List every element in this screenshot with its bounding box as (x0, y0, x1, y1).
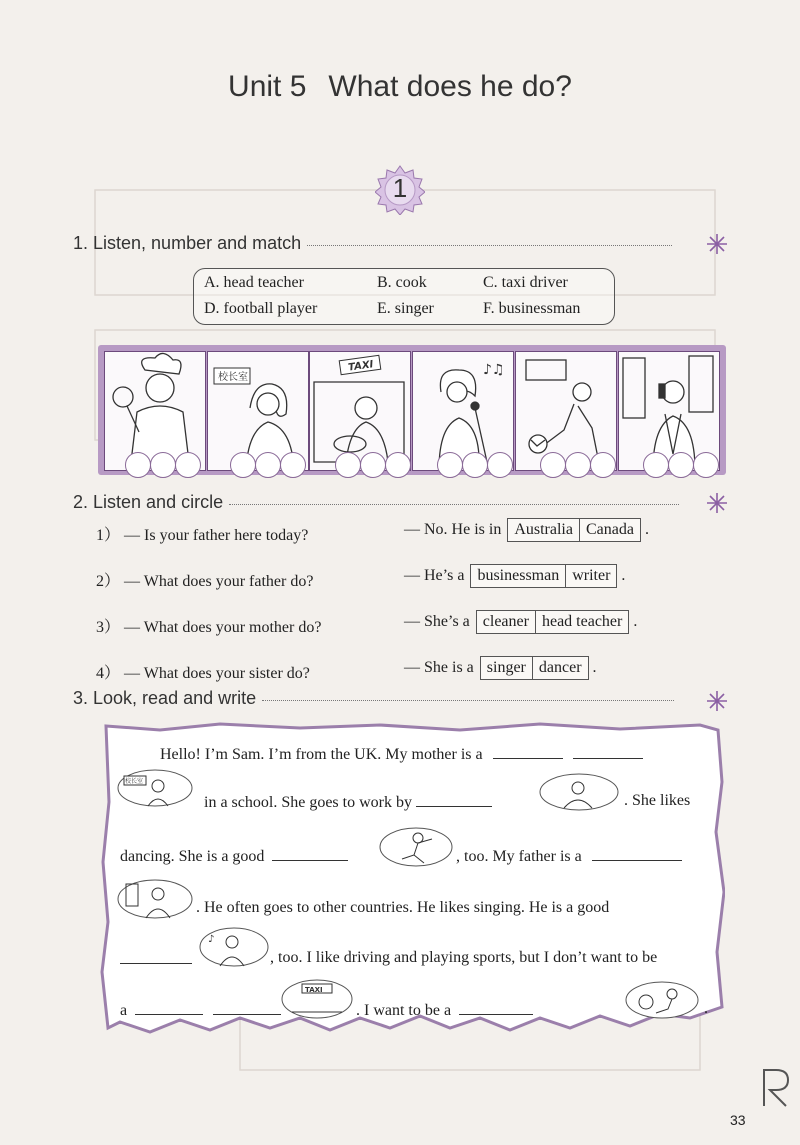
answer-circle[interactable] (150, 452, 176, 478)
answer-prefix: — He’s a (404, 567, 465, 584)
choice-box (476, 610, 630, 634)
section-heading-1 (73, 233, 672, 254)
passage-text: , too. My father is a (456, 848, 582, 865)
passage-line-5 (120, 949, 192, 969)
option-d: D. football player (204, 300, 318, 317)
answer-circle[interactable] (175, 452, 201, 478)
passage-text: in a school (204, 794, 274, 811)
answer-1 (404, 518, 649, 542)
choice-box (470, 564, 617, 588)
choice-option[interactable]: singer (481, 657, 532, 679)
singer-thumb-icon (198, 926, 270, 968)
options-box (193, 268, 615, 325)
answer-blank[interactable] (272, 846, 348, 861)
choice-box (480, 656, 589, 680)
answer-4 (404, 656, 597, 680)
answer-2 (404, 564, 625, 588)
question-text: — What does your mother do? (124, 619, 322, 636)
choice-box (507, 518, 641, 542)
answer-circle[interactable] (668, 452, 694, 478)
answer-circle[interactable] (693, 452, 719, 478)
office-sign-text: 校长室 (218, 372, 248, 383)
answer-prefix: — She is a (404, 659, 474, 676)
passage-text: . She likes (624, 792, 691, 809)
answer-circle[interactable] (255, 452, 281, 478)
period: . (633, 613, 638, 630)
answer-prefix: — No. He is in (404, 521, 502, 538)
choice-option[interactable]: businessman (471, 565, 565, 587)
passage-text: . I want to be a (356, 1002, 452, 1019)
question-2 (96, 568, 313, 591)
choice-option[interactable]: head teacher (535, 611, 628, 633)
answer-circle[interactable] (487, 452, 513, 478)
answer-circle[interactable] (360, 452, 386, 478)
item-number: 3） (96, 619, 121, 636)
section-heading-2 (73, 492, 679, 513)
answer-blank[interactable] (573, 744, 643, 759)
passage-text: Hello! I’m Sam. I’m from the UK. My mother is a (160, 746, 483, 763)
unit-title: What does he do? (328, 70, 572, 103)
period: . (621, 567, 626, 584)
answer-circle[interactable] (335, 452, 361, 478)
answer-circle[interactable] (643, 452, 669, 478)
item-number: 2） (96, 573, 121, 590)
section-2-title: 2. Listen and circle (73, 492, 224, 512)
section-3-title: 3. Look, read and write (73, 688, 257, 708)
passage-line-3b (456, 846, 682, 866)
thumb-sign-text: 校长室 (125, 778, 144, 785)
question-text: — What does your sister do? (124, 665, 310, 682)
sparkle-icon (706, 690, 728, 712)
item-number: 1） (96, 527, 121, 544)
taxi-thumb-icon (280, 978, 354, 1020)
passage-text: . (704, 1000, 708, 1017)
svg-text:♪♫: ♪♫ (483, 362, 505, 378)
dotted-divider (307, 245, 672, 246)
answer-circle[interactable] (230, 452, 256, 478)
page-title (0, 70, 800, 104)
question-4 (96, 660, 310, 683)
corner-r-logo (756, 1062, 792, 1112)
passage-line-6 (120, 1000, 281, 1020)
dotted-divider (229, 504, 679, 505)
answer-circle[interactable] (280, 452, 306, 478)
unit-label: Unit 5 (228, 70, 307, 103)
passage-line-4 (196, 899, 609, 917)
passage-line-6b (356, 1000, 533, 1020)
option-f: F. businessman (483, 300, 581, 317)
option-a: A. head teacher (204, 274, 304, 291)
option-c: C. taxi driver (483, 274, 568, 291)
choice-option[interactable]: Canada (579, 519, 640, 541)
answer-blank[interactable] (135, 1000, 203, 1015)
taxi-sign-text: TAXI (347, 359, 375, 374)
answer-circle[interactable] (125, 452, 151, 478)
cook-thumb-icon (538, 772, 620, 812)
passage-text: . He is a good (520, 899, 610, 916)
page-number: 33 (730, 1112, 746, 1128)
businessman-thumb-icon (116, 878, 194, 920)
answer-circle[interactable] (590, 452, 616, 478)
option-b: B. cook (377, 274, 427, 291)
answer-circle[interactable] (565, 452, 591, 478)
answer-blank[interactable] (592, 846, 682, 861)
torn-paper-passage (100, 722, 725, 1042)
passage-text: , too. I like driving and playing sports, but I don’t want to be (270, 949, 658, 966)
question-text: — Is your father here today? (124, 527, 309, 544)
lesson-number: 1 (392, 173, 408, 203)
head-teacher-thumb-icon (116, 768, 194, 808)
passage-line-3 (120, 846, 348, 866)
answer-prefix: — She’s a (404, 613, 470, 630)
period: . (592, 659, 597, 676)
section-1-title: 1. Listen, number and match (73, 233, 302, 253)
choice-option[interactable]: writer (565, 565, 616, 587)
thumb-taxi-text: TAXI (305, 986, 323, 994)
lesson-badge (375, 165, 425, 215)
answer-circle[interactable] (385, 452, 411, 478)
period: . (644, 521, 649, 538)
question-1 (96, 522, 308, 545)
passage-text: dancing. She is a good (120, 848, 265, 865)
question-text: — What does your father do? (124, 573, 314, 590)
choice-option[interactable]: Australia (508, 519, 579, 541)
item-number: 4） (96, 665, 121, 682)
passage-line-1 (160, 744, 643, 764)
answer-3 (404, 610, 637, 634)
svg-text:♪: ♪ (208, 934, 215, 945)
answer-circles (0, 452, 800, 482)
football-thumb-icon (624, 980, 700, 1020)
answer-circle[interactable] (437, 452, 463, 478)
passage-text: . She goes to work by (273, 794, 412, 811)
passage-text: a (120, 1002, 128, 1019)
answer-blank[interactable] (416, 792, 492, 807)
option-e: E. singer (377, 300, 434, 317)
answer-blank[interactable] (120, 949, 192, 964)
sparkle-icon (706, 492, 728, 514)
choice-option[interactable]: cleaner (477, 611, 535, 633)
section-heading-3 (73, 688, 674, 709)
choice-option[interactable]: dancer (532, 657, 588, 679)
dotted-divider (262, 700, 674, 701)
passage-text: . He often goes to other countries. He likes singing (196, 899, 521, 916)
question-3 (96, 614, 321, 637)
answer-circle[interactable] (462, 452, 488, 478)
answer-blank[interactable] (493, 744, 563, 759)
answer-blank[interactable] (459, 1000, 533, 1015)
passage-line-2 (204, 792, 492, 812)
dancer-thumb-icon (378, 826, 454, 868)
sparkle-icon (706, 233, 728, 255)
answer-blank[interactable] (213, 1000, 281, 1015)
answer-circle[interactable] (540, 452, 566, 478)
